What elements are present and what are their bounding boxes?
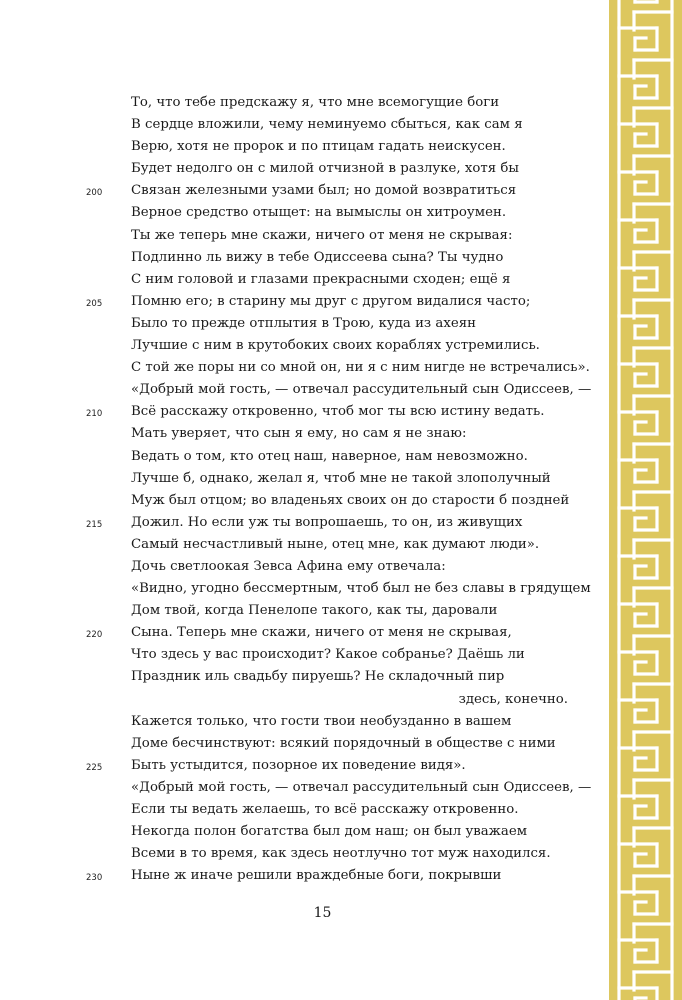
verse-line-text: Лучше б, однако, желал я, чтоб мне не такой злополучный bbox=[131, 470, 551, 486]
verse-line bbox=[0, 622, 600, 644]
verse-line bbox=[0, 247, 600, 269]
verse-line-text: В сердце вложили, чему неминуемо сбыться, как сам я bbox=[131, 117, 523, 133]
verse-line-text: Связан железными узами был; но домой возвратиться bbox=[131, 183, 517, 199]
verse-line-text: Всеми в то время, как здесь неотлучно тот муж находился. bbox=[131, 846, 551, 862]
verse-line-text: Если ты ведать желаешь, то всё расскажу откровенно. bbox=[131, 802, 519, 817]
verse-line bbox=[0, 468, 600, 490]
verse-line-text: Ты же теперь мне скажи, ничего от меня не скрывая: bbox=[131, 227, 513, 243]
verse-line bbox=[0, 799, 600, 821]
line-number: 205 bbox=[86, 298, 103, 309]
page-number: 15 bbox=[313, 905, 332, 921]
verse-line bbox=[0, 843, 600, 865]
verse-line bbox=[0, 158, 600, 180]
verse-line bbox=[0, 225, 600, 247]
verse-line-text: То, что тебе предскажу я, что мне всемогущие боги bbox=[131, 95, 500, 110]
verse-line-text: Верное средство отыщет: на вымыслы он хитроумен. bbox=[131, 205, 507, 221]
verse-line-text: Ныне ж иначе решили враждебные боги, покрывши bbox=[131, 868, 502, 884]
verse-line-text: Ведать о том, кто отец наш, наверное, нам невозможно. bbox=[131, 448, 528, 464]
line-number: 200 bbox=[86, 188, 103, 199]
verse-line bbox=[0, 335, 600, 357]
verse-line-text: Доме бесчинствуют: всякий порядочный в обществе с ними bbox=[131, 735, 556, 751]
verse-line-text: Всё расскажу откровенно, чтоб мог ты всю истину ведать. bbox=[131, 404, 545, 420]
verse-line bbox=[0, 512, 600, 534]
line-number: 220 bbox=[86, 630, 103, 641]
verse-line bbox=[0, 711, 600, 733]
verse-line bbox=[0, 490, 600, 512]
verse-line bbox=[0, 313, 600, 335]
verse-line bbox=[0, 755, 600, 777]
verse-line bbox=[0, 401, 600, 423]
verse-line-text: Сына. Теперь мне скажи, ничего от меня не скрывая, bbox=[131, 625, 512, 641]
verse-line bbox=[0, 821, 600, 843]
verse-line bbox=[0, 666, 600, 688]
verse-line bbox=[0, 423, 600, 445]
verse-line bbox=[0, 114, 600, 136]
verse-line bbox=[0, 202, 600, 224]
verse-line bbox=[0, 269, 600, 291]
verse-line-text: Будет недолго он с милой отчизной в разлуке, хотя бы bbox=[131, 161, 519, 177]
line-number: 230 bbox=[86, 873, 103, 884]
verse-line-text: Некогда полон богатства был дом наш; он был уважаем bbox=[131, 824, 528, 840]
verse-line bbox=[0, 644, 600, 666]
verse-line bbox=[0, 291, 600, 313]
verse-line-text: Муж был отцом; во владеньях своих он до старости б поздней bbox=[131, 492, 570, 508]
verse-line-text: С той же поры ни со мной он, ни я с ним нигде не встречались». bbox=[131, 360, 590, 376]
verse-line bbox=[0, 578, 600, 600]
verse-line-text: «Добрый мой гость, — отвечал рассудительный сын Одиссеев, — bbox=[131, 779, 592, 795]
verse-line-text: Самый несчастливый ныне, отец мне, как думают люди». bbox=[131, 536, 540, 552]
verse-line bbox=[0, 865, 600, 887]
verse-line-text: Лучшие с ним в крутобоких своих кораблях устремились. bbox=[131, 338, 540, 354]
verse-line-text: Помню его; в старину мы друг с другом видалися часто; bbox=[131, 293, 531, 309]
verse-line-text: Дочь светлоокая Зевса Афина ему отвечала: bbox=[131, 558, 446, 574]
verse-line-text: Быть устыдится, позорное их поведение видя». bbox=[131, 757, 466, 773]
verse-line bbox=[0, 180, 600, 202]
verse-line-text: Подлинно ль вижу в тебе Одиссеева сына? Ты чудно bbox=[131, 249, 504, 265]
verse-line-text: Кажется только, что гости твои необузданно в вашем bbox=[131, 713, 512, 729]
verse-line bbox=[0, 357, 600, 379]
verse-line-text: «Видно, угодно бессмертным, чтоб был не без славы в грядущем bbox=[131, 581, 591, 597]
verse-line-text: Было то прежде отплытия в Трою, куда из ахеян bbox=[131, 315, 476, 331]
verse-line-text: Дом твой, когда Пенелопе такого, как ты, даровали bbox=[131, 603, 498, 619]
line-number: 225 bbox=[86, 762, 103, 773]
verse-line bbox=[0, 556, 600, 578]
meander-pattern bbox=[609, 0, 682, 1000]
verse-line-text: Верю, хотя не пророк и по птицам гадать неискусен. bbox=[131, 139, 506, 155]
verse-line-text: Дожил. Но если уж ты вопрошаешь, то он, из живущих bbox=[131, 514, 523, 530]
verse-line-continuation bbox=[0, 689, 600, 711]
line-number: 215 bbox=[86, 519, 103, 530]
verse-line bbox=[0, 777, 600, 799]
verse-line-text: Мать уверяет, что сын я ему, но сам я не знаю: bbox=[131, 426, 467, 442]
greek-key-border bbox=[609, 0, 682, 1000]
verse-line-text: Что здесь у вас происходит? Какое собранье? Даёшь ли bbox=[131, 647, 525, 663]
verse-line bbox=[0, 733, 600, 755]
verse-line bbox=[0, 92, 600, 114]
verse-line bbox=[0, 136, 600, 158]
verse-line-text: здесь, конечно. bbox=[458, 691, 568, 707]
verse-line bbox=[0, 600, 600, 622]
line-number: 210 bbox=[86, 409, 103, 420]
verse-line bbox=[0, 379, 600, 401]
poem-text bbox=[0, 92, 600, 887]
verse-line bbox=[0, 446, 600, 468]
verse-line bbox=[0, 534, 600, 556]
verse-line-text: «Добрый мой гость, — отвечал рассудительный сын Одиссеев, — bbox=[131, 382, 592, 398]
verse-line-text: С ним головой и глазами прекрасными сходен; ещё я bbox=[131, 271, 511, 287]
verse-line-text: Праздник иль свадьбу пируешь? Не складочный пир bbox=[131, 669, 505, 685]
